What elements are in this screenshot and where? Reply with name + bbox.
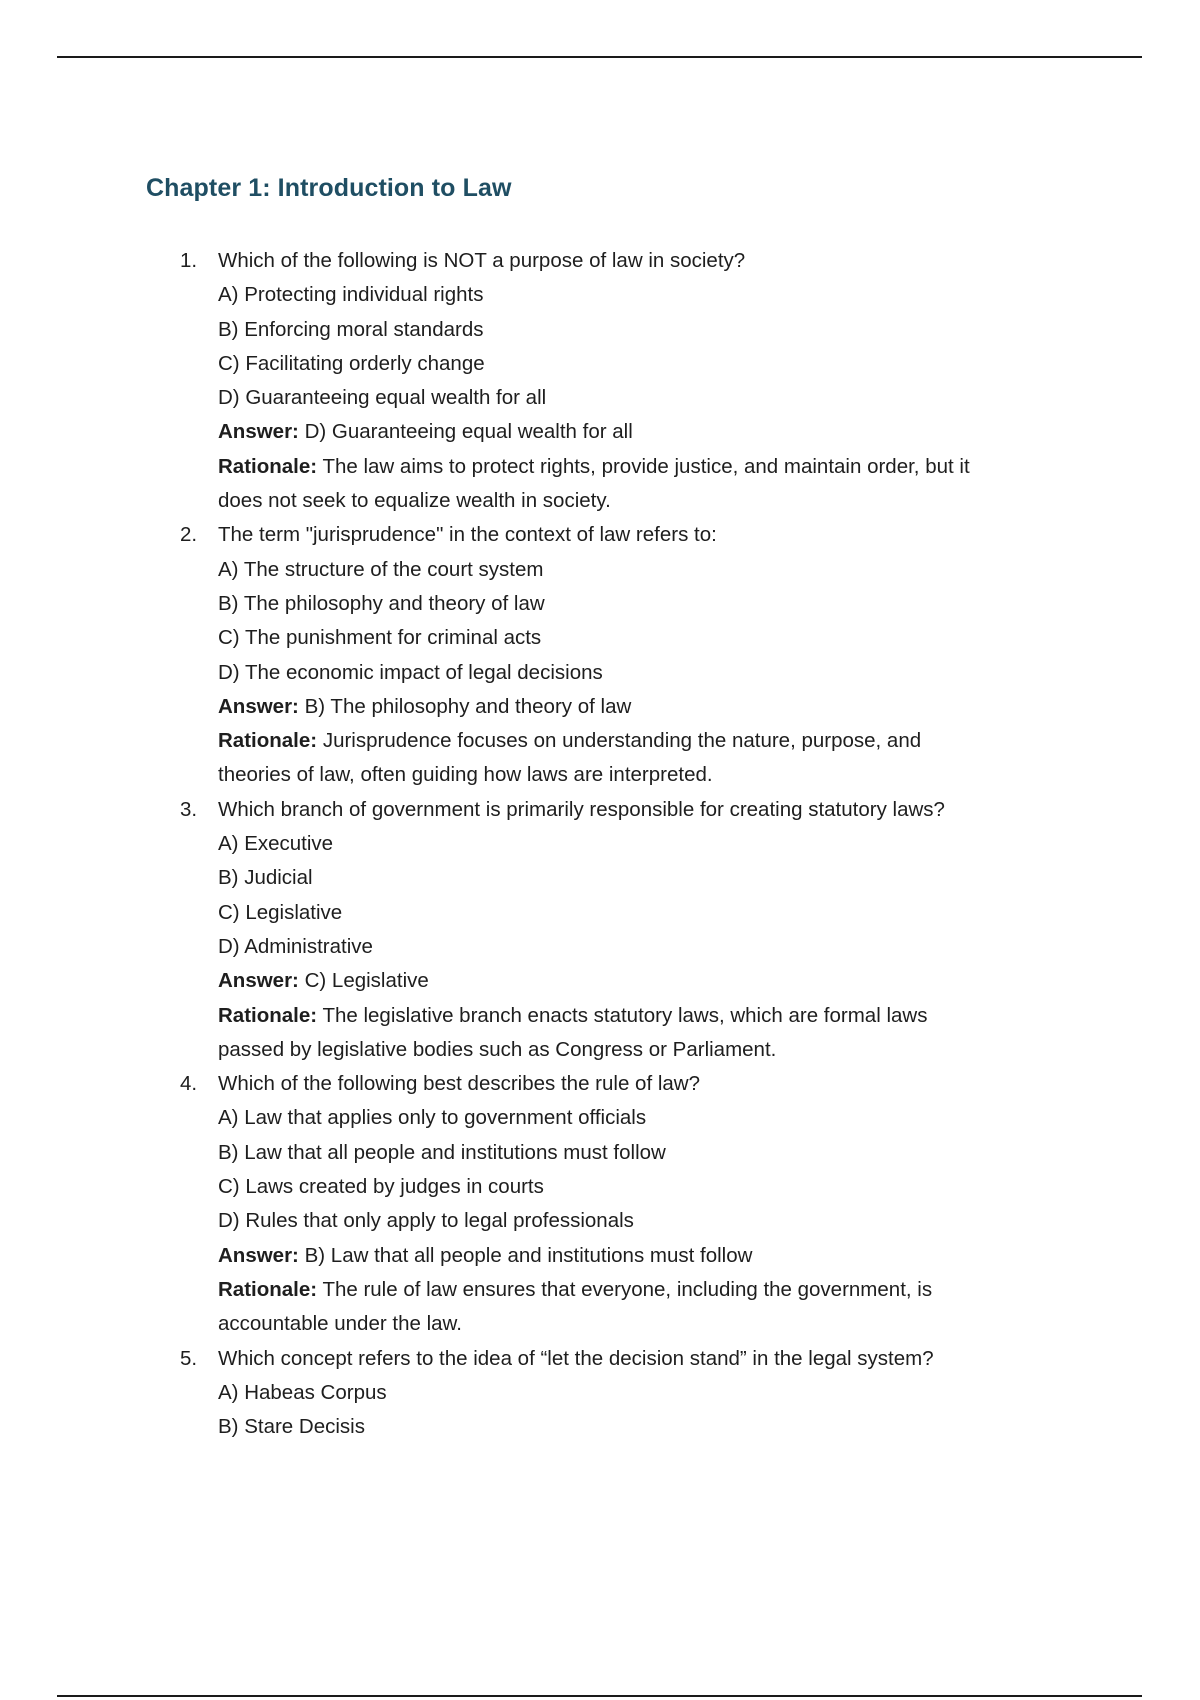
option-c: C) Facilitating orderly change <box>218 351 485 375</box>
answer-label: Answer: <box>218 694 299 718</box>
option-a: A) Protecting individual rights <box>218 283 484 307</box>
question-3-stem <box>0 793 1200 827</box>
question-number: 3. <box>180 797 198 821</box>
rationale <box>0 450 1200 519</box>
answer-text: C) Legislative <box>304 969 429 993</box>
rationale-label: Rationale: <box>218 454 318 478</box>
rationale-label: Rationale: <box>218 729 318 753</box>
question-text: Which of the following best describes the rule of law? <box>218 1072 701 1096</box>
question-text: Which concept refers to the idea of “let the decision stand” in the legal system? <box>218 1346 934 1370</box>
answer-label: Answer: <box>218 420 299 444</box>
rationale-text: Jurisprudence focuses on understanding the nature, purpose, and <box>322 729 922 753</box>
rationale-text: The rule of law ensures that everyone, including the government, is <box>322 1277 933 1301</box>
rationale <box>0 724 1200 793</box>
answer-line <box>0 690 1200 724</box>
question-text: The term "jurisprudence" in the context of law refers to: <box>218 523 717 547</box>
question-number: 4. <box>180 1072 198 1096</box>
option-b: B) Judicial <box>218 866 313 890</box>
question-3 <box>0 793 1200 1067</box>
rationale-line-1 <box>0 724 1200 758</box>
option-a: A) The structure of the court system <box>218 557 544 581</box>
answer-label: Answer: <box>218 969 299 993</box>
answer-line <box>0 1239 1200 1273</box>
question-1 <box>0 244 1200 518</box>
rationale <box>0 999 1200 1068</box>
question-2 <box>0 518 1200 792</box>
option-c: C) The punishment for criminal acts <box>218 626 542 650</box>
option-b: B) The philosophy and theory of law <box>218 591 545 615</box>
question-text: Which branch of government is primarily responsible for creating statutory laws? <box>218 797 945 821</box>
option-c: C) Laws created by judges in courts <box>218 1175 544 1199</box>
option-a: A) Law that applies only to government officials <box>218 1106 647 1130</box>
option-b: B) Enforcing moral standards <box>218 317 484 341</box>
question-1-stem <box>0 244 1200 278</box>
chapter-title: Chapter 1: Introduction to Law <box>146 174 512 202</box>
question-5 <box>0 1342 1200 1445</box>
top-rule <box>57 56 1142 58</box>
rationale-line-1 <box>0 450 1200 484</box>
rationale <box>0 1273 1200 1342</box>
question-5-stem <box>0 1342 1200 1376</box>
option-d: D) Administrative <box>218 934 373 958</box>
question-number: 5. <box>180 1346 198 1370</box>
rationale-line-2: theories of law, often guiding how laws are interpreted. <box>218 763 713 787</box>
answer-line <box>0 964 1200 998</box>
rationale-label: Rationale: <box>218 1277 318 1301</box>
question-text: Which of the following is NOT a purpose of law in society? <box>218 249 746 272</box>
option-c: C) Legislative <box>218 900 343 924</box>
rationale-line-2: accountable under the law. <box>218 1312 462 1336</box>
question-4 <box>0 1067 1200 1341</box>
option-a: A) Habeas Corpus <box>218 1380 387 1404</box>
option-b: B) Law that all people and institutions must follow <box>218 1140 666 1164</box>
question-list <box>0 244 1200 1444</box>
question-2-stem <box>0 518 1200 552</box>
option-d: D) The economic impact of legal decisions <box>218 660 603 684</box>
question-4-stem <box>0 1067 1200 1101</box>
option-b: B) Stare Decisis <box>218 1415 365 1439</box>
rationale-line-1 <box>0 999 1200 1033</box>
option-d: D) Guaranteeing equal wealth for all <box>218 386 547 410</box>
rationale-line-2: passed by legislative bodies such as Congress or Parliament. <box>218 1037 777 1061</box>
answer-line <box>0 415 1200 449</box>
rationale-line-1 <box>0 1273 1200 1307</box>
answer-text: D) Guaranteeing equal wealth for all <box>304 420 633 444</box>
question-number: 2. <box>180 523 198 547</box>
option-a: A) Executive <box>218 832 334 856</box>
answer-text: B) Law that all people and institutions must follow <box>304 1243 753 1267</box>
option-d: D) Rules that only apply to legal professionals <box>218 1209 634 1233</box>
bottom-rule <box>57 1695 1142 1697</box>
rationale-text: The law aims to protect rights, provide justice, and maintain order, but it <box>322 454 970 478</box>
rationale-line-2: does not seek to equalize wealth in society. <box>218 489 611 513</box>
answer-label: Answer: <box>218 1243 299 1267</box>
question-number: 1. <box>180 249 198 272</box>
rationale-label: Rationale: <box>218 1003 318 1027</box>
answer-text: B) The philosophy and theory of law <box>304 694 632 718</box>
rationale-text: The legislative branch enacts statutory laws, which are formal laws <box>322 1003 928 1027</box>
